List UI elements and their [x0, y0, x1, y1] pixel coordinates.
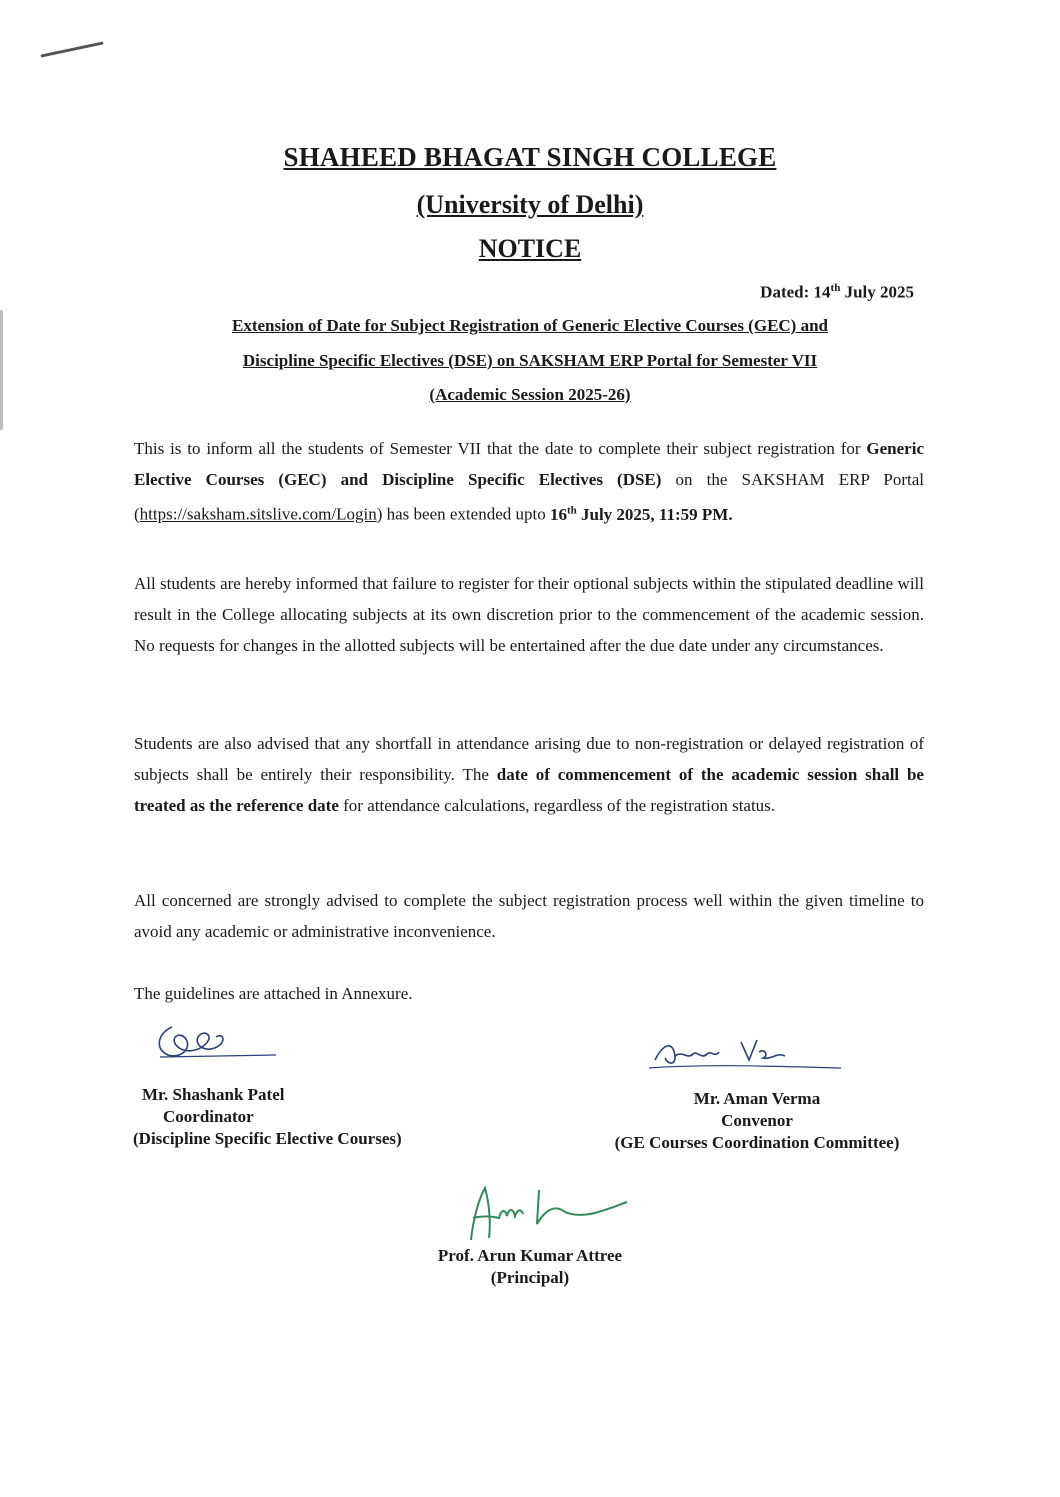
signature-center: [455, 1180, 635, 1250]
signatory-left: [133, 1084, 402, 1150]
signature-right: [645, 1030, 845, 1080]
signatory-dept: (GE Courses Coordination Committee): [614, 1133, 900, 1152]
signatory-name: Prof. Arun Kumar Attree: [437, 1246, 623, 1265]
signatory-name: Mr. Shashank Patel: [142, 1085, 285, 1104]
signatory-role: Convenor: [721, 1111, 793, 1130]
body-paragraph: The guidelines are attached in Annexure.: [134, 984, 413, 1003]
portal-link[interactable]: https://saksham.sitslive.com/Login: [139, 504, 377, 524]
subject-line: Extension of Date for Subject Registration of Generic Elective Courses (GEC) and: [231, 316, 829, 335]
signatory-role: Coordinator: [163, 1107, 254, 1126]
notice-title: NOTICE: [478, 234, 582, 263]
body-paragraph: All students are hereby informed that failure to register for their optional subjects within the stipulated deadline will result in the College allocating subjects at its own discretion prior to the commencement of the academic session. No requests for changes in the allotted subjects will be entertained after the due date under any circumstances.: [134, 574, 924, 655]
signatory-role: (Principal): [490, 1268, 570, 1287]
scan-mark: [40, 41, 103, 57]
deadline: 16th July 2025, 11:59 PM.: [549, 504, 733, 524]
signatory-dept: (Discipline Specific Elective Courses): [133, 1129, 402, 1148]
subject-line: (Academic Session 2025-26): [429, 385, 631, 404]
college-name: SHAHEED BHAGAT SINGH COLLEGE: [283, 142, 777, 172]
body-paragraph: All concerned are strongly advised to complete the subject registration process well within the given timeline to avoid any academic or administrative inconvenience.: [134, 891, 924, 941]
signatory-principal: [380, 1245, 680, 1289]
subject-line: Discipline Specific Electives (DSE) on SAKSHAM ERP Portal for Semester VII: [242, 351, 818, 370]
body-paragraph: This is to inform all the students of Semester VII that the date to complete their subject registration for Generic Elective Courses (GEC) and Discipline Specific Electives (DSE) on the SAKSHAM ERP Portal (https://saksham.sitslive.com/Login) has been extended upto 16th July 2025, 11:59 PM.: [134, 439, 924, 524]
notice-date: Dated: 14th July 2025: [760, 282, 914, 302]
body-paragraph: Students are also advised that any shortfall in attendance arising due to non-registration or delayed registration of subjects shall be entirely their responsibility. The date of commencement of the academic session shall be treated as the reference date for attendance calculations, regardless of the registration status.: [134, 734, 924, 815]
signature-left: [150, 1015, 280, 1065]
university-name: (University of Delhi): [416, 190, 644, 219]
signatory-right: [587, 1088, 927, 1154]
signatory-name: Mr. Aman Verma: [693, 1089, 821, 1108]
